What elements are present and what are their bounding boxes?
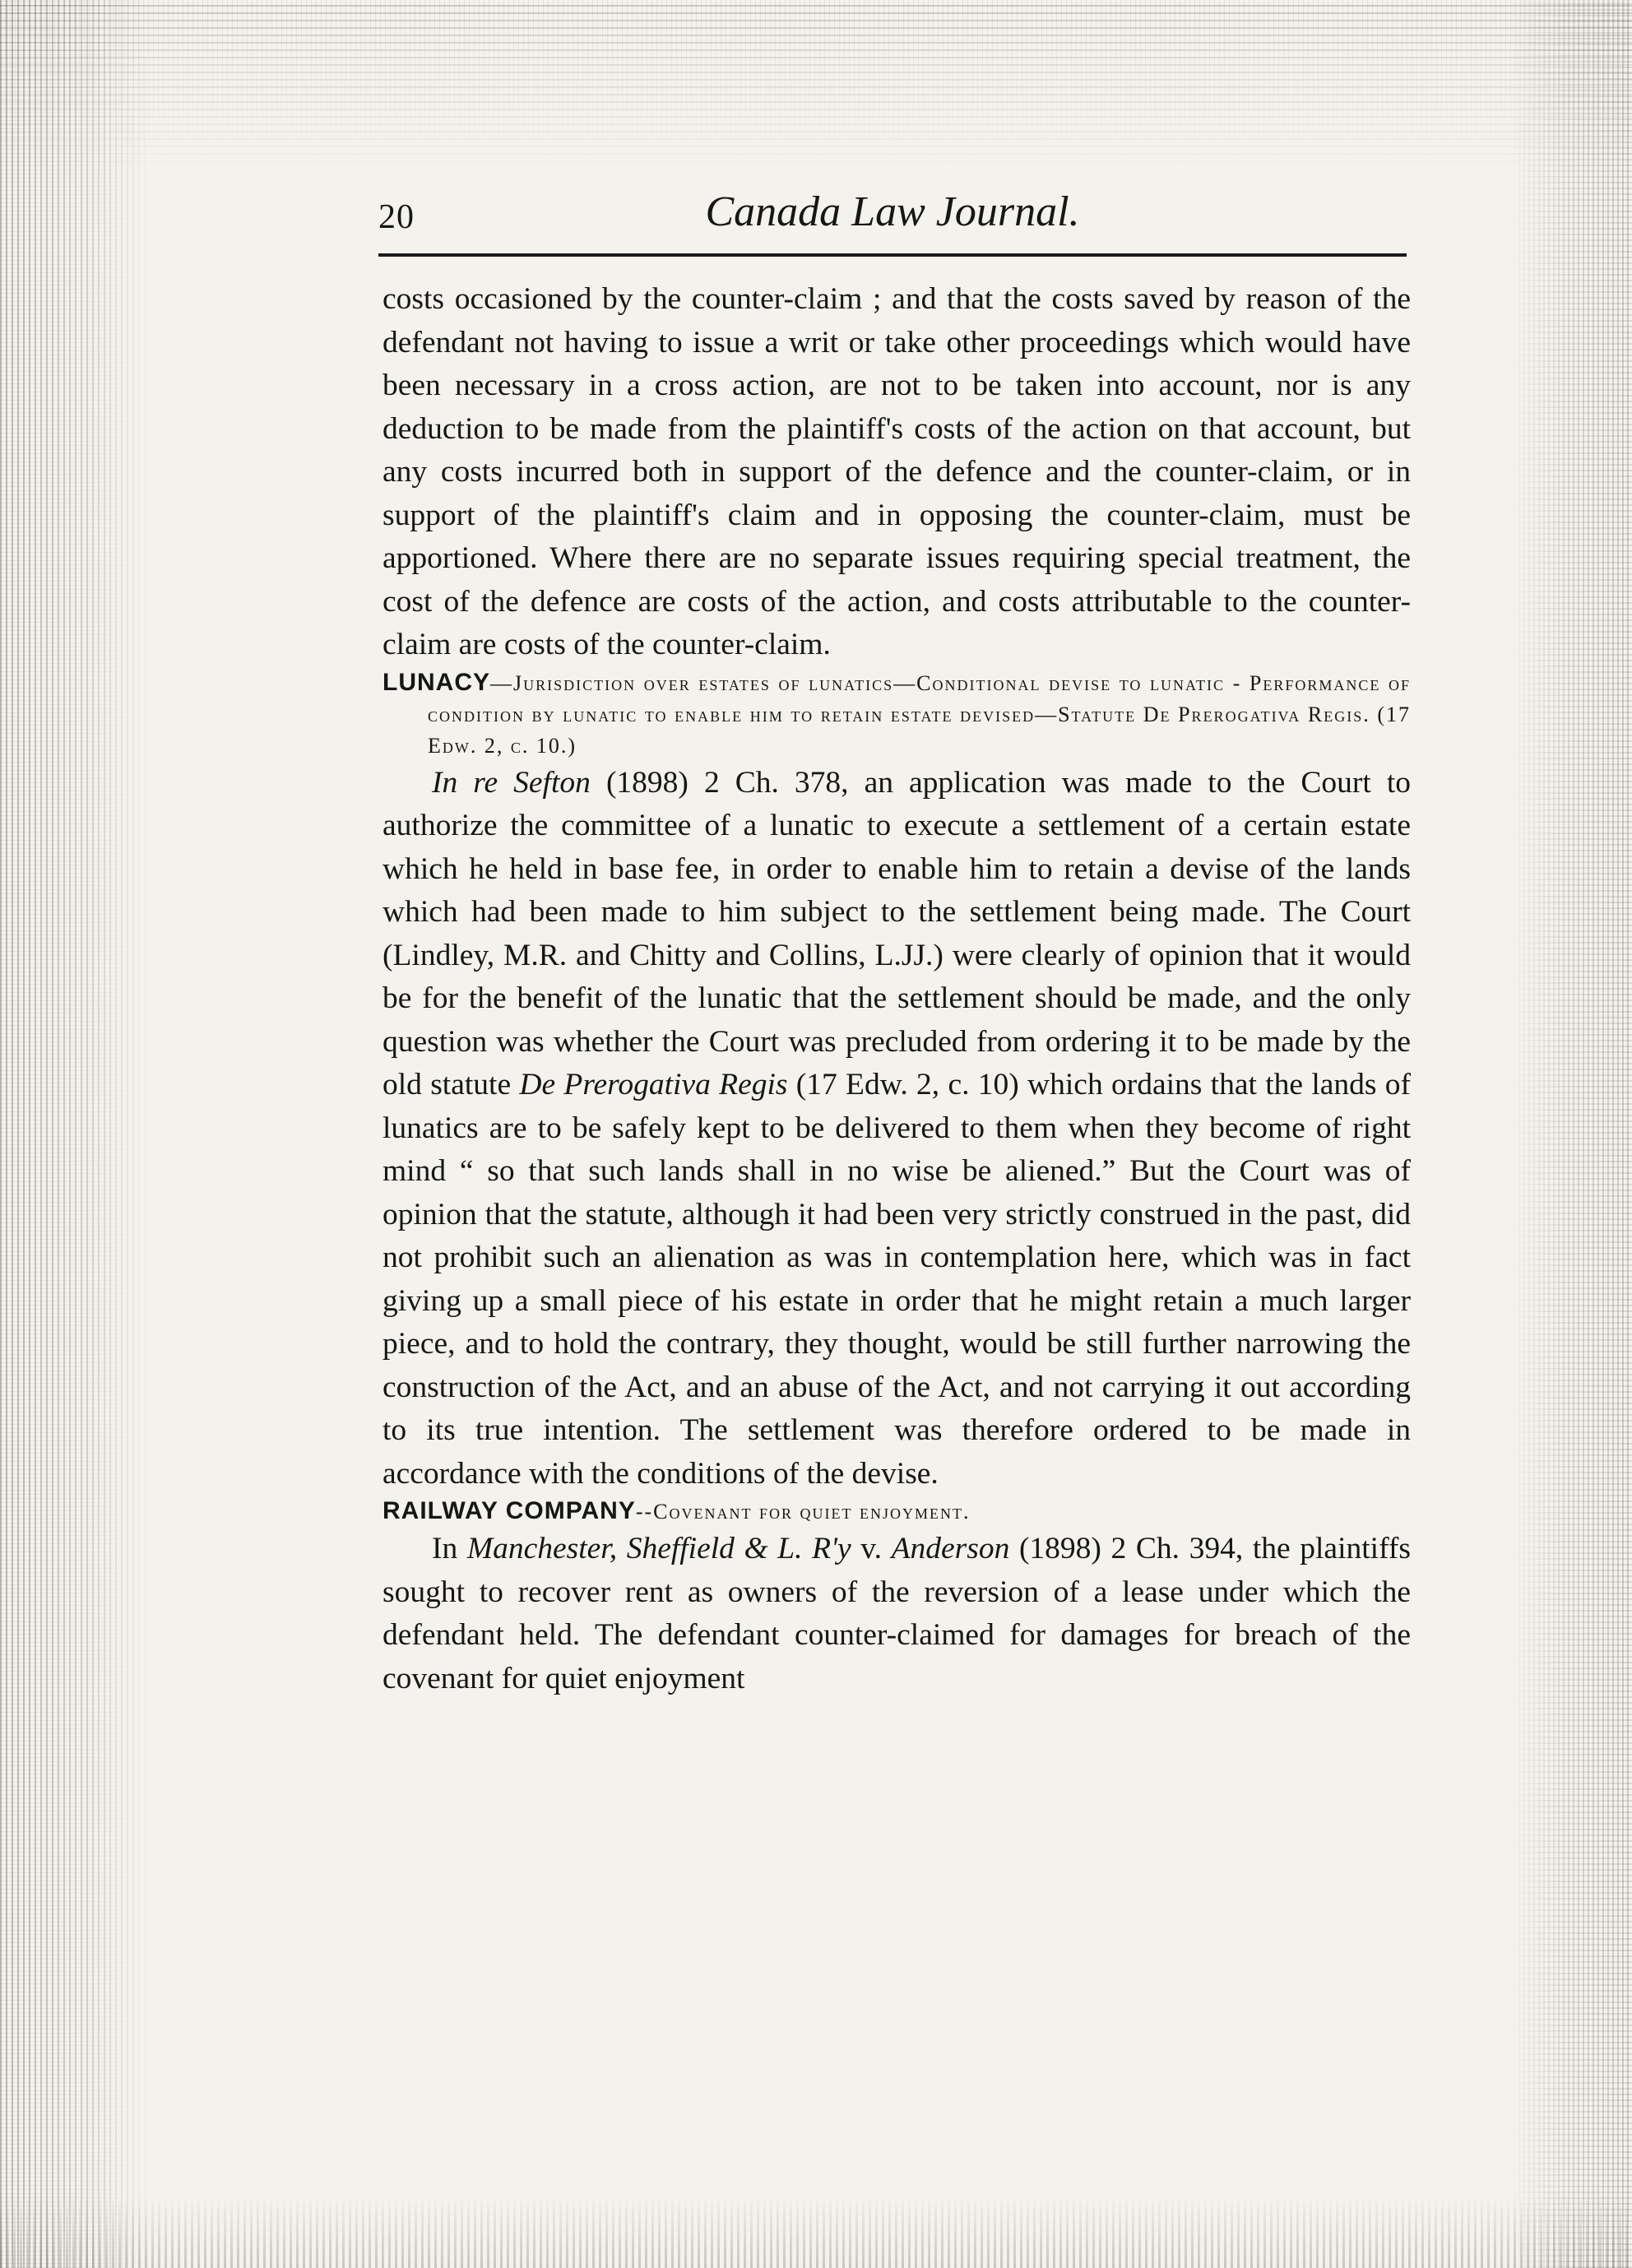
scan-edge-left: [0, 0, 152, 2268]
railway-heading: [382, 1496, 1411, 1528]
lunacy-heading: [382, 667, 1411, 762]
railway-case-name: Manchester, Sheffield & L. R'y: [466, 1532, 851, 1565]
scan-edge-top: [0, 0, 1632, 177]
page-header: [378, 188, 1407, 245]
lunacy-heading-text: —Jurisdiction over estates of lunatics—Conditional devise to lunatic - Performance of condition by lunatic to enable him to retain estate devised—Statute De Prerogativa Regis. (17 Edw. 2, c. 10.): [428, 670, 1411, 758]
lunacy-statute-name: De Prerogativa Regis: [519, 1068, 788, 1102]
railway-paragraph: [382, 1528, 1411, 1700]
lunacy-keyword: LUNACY: [382, 668, 490, 696]
scan-edge-bottom: [0, 2194, 1632, 2268]
railway-heading-text: --Covenant for quiet enjoyment.: [635, 1500, 971, 1524]
page-number: 20: [378, 198, 415, 236]
lunacy-body-text: (17 Edw. 2, c. 10) which ordains that the lands of lunatics are to be safely kept to be delivered to them when they become of right mind “ so that such lands shall in no wise be aliened.” But the Court was of opinion that the statute, although it had been very strictly construed in the past, did not prohibit such an alienation as was in contemplation here, which was in fact giving up a small piece of his estate in order that he might retain a much larger piece, and to hold the contrary, they thought, would be still further narrowing the construction of the Act, and an abuse of the Act, and not carrying it out according to its true intention. The settlement was therefore ordered to be made in accordance with the conditions of the devise.: [382, 1068, 1412, 1491]
running-title: Canada Law Journal.: [705, 188, 1080, 235]
railway-intro: In: [432, 1532, 467, 1565]
lunacy-case-name: In re Sefton: [432, 765, 591, 800]
lunacy-case-text: (1898) 2 Ch. 378, an application was made to the Court to authorize the committee of a lunatic to execute a settlement of a certain estate which he held in base fee, in order to enable him to retain a devise of the lands which had been made to him subject to the settlement being made. The Court (Lindley, M.R. and Chitty and Collins, L.JJ.) were clearly of opinion that it would be for the benefit of the lunatic that the settlement should be made, and the only question was whether the Court was precluded from ordering it to be made by the old statute: [382, 765, 1411, 1102]
opening-paragraph: costs occasioned by the counter-claim ; and that the costs saved by reason of the defendant not having to issue a writ or take other proceedings which would have been necessary in a cross action, are not to be taken into account, nor is any deduction to be made from the plaintiff's costs of the action on that account, but any costs incurred both in support of the defence and the counter-claim, or in support of the plaintiff's claim and in opposing the counter-claim, must be apportioned. Where there are no separate issues requiring special treatment, the cost of the defence are costs of the action, and costs attributable to the counter-claim are costs of the counter-claim.: [382, 282, 1411, 661]
railway-body-text: (1898) 2 Ch. 394, the plaintiffs sought to recover rent as owners of the reversion of a lease under which the defendant held. The defendant counter-claimed for damages for breach of the covenant for quiet enjoyment: [382, 1532, 1411, 1695]
lunacy-paragraph: [382, 762, 1411, 1496]
page-body: [382, 278, 1411, 1700]
railway-case-v: v.: [851, 1532, 892, 1565]
railway-case-party: Anderson: [891, 1532, 1010, 1565]
header-rule: [378, 253, 1407, 257]
scan-edge-right: [1509, 0, 1632, 2268]
railway-keyword: RAILWAY COMPANY: [382, 1497, 636, 1524]
